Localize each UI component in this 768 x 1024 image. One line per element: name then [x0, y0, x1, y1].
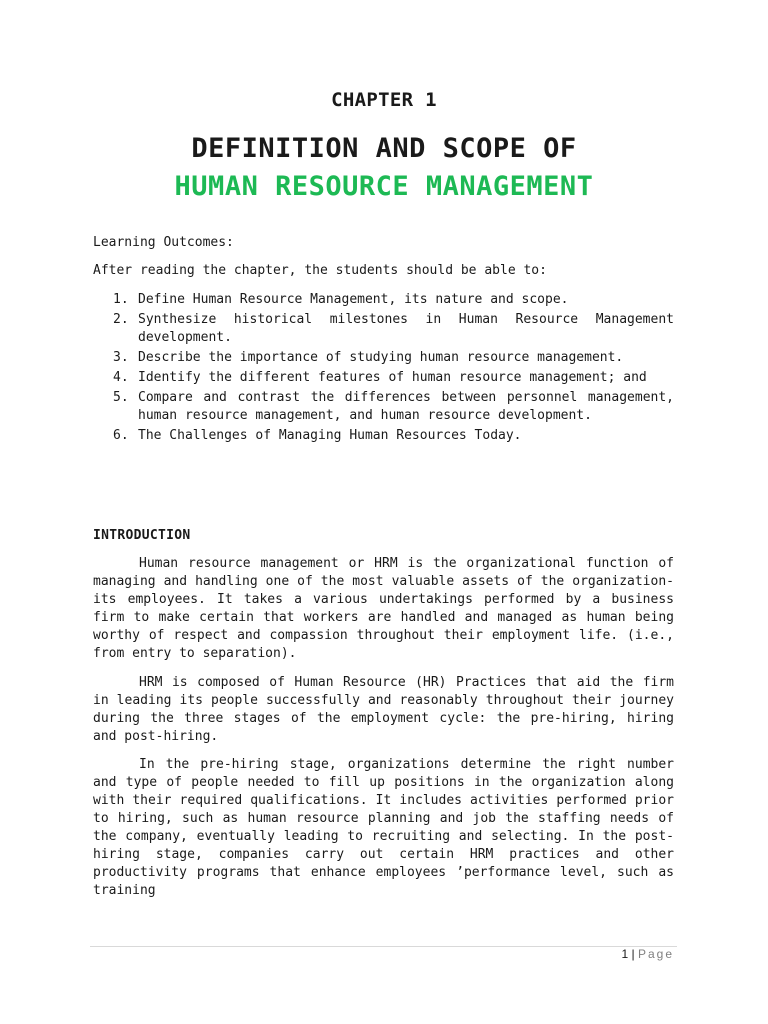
list-item-text: Synthesize historical milestones in Human Resource Management development. [138, 312, 674, 345]
list-item [93, 291, 674, 309]
list-item [93, 389, 674, 425]
list-item-number: 1. [113, 292, 129, 307]
learning-outcomes-list [93, 291, 674, 447]
page-footer [500, 947, 674, 961]
chapter-number: CHAPTER 1 [331, 89, 437, 111]
list-item-text: The Challenges of Managing Human Resources Today. [138, 428, 522, 443]
page-word: Page [637, 947, 674, 961]
list-item-text: Define Human Resource Management, its nature and scope. [138, 292, 569, 307]
list-item [93, 349, 674, 367]
learning-outcomes-intro: After reading the chapter, the students should be able to: [93, 263, 547, 278]
page-number: 1 [621, 947, 629, 961]
learning-outcomes-label: Learning Outcomes: [93, 235, 234, 250]
list-item-text: Describe the importance of studying human resource management. [138, 350, 624, 365]
list-item-number: 3. [113, 350, 129, 365]
chapter-title-line1: DEFINITION AND SCOPE OF [191, 133, 577, 164]
introduction-paragraph: In the pre-hiring stage, organizations determine the right number and type of people needed to fill up positions in the organization along with their required qualifications. It includes activities performed prior to hiring, such as human resource planning and job the staffing needs of the company, eventually leading to recruiting and selecting. In the post-hiring stage, companies carry out certain HRM practices and other productivity programs that enhance employees ’performance level, such as training [93, 757, 674, 898]
list-item-text: Identify the different features of human resource management; and [138, 370, 647, 385]
list-item-text: Compare and contrast the differences between personnel management, human resource management, and human resource development. [138, 390, 674, 423]
list-item-number: 2. [113, 312, 129, 327]
introduction-paragraph: HRM is composed of Human Resource (HR) Practices that aid the firm in leading its people successfully and reasonably throughout their journey during the three stages of the employment cycle: the pre-hiring, hiring and post-hiring. [93, 675, 674, 744]
footer-separator: | [631, 947, 635, 961]
chapter-title-line2: HUMAN RESOURCE MANAGEMENT [174, 171, 594, 202]
list-item-number: 6. [113, 428, 129, 443]
introduction-heading: INTRODUCTION [93, 528, 191, 543]
list-item-number: 5. [113, 390, 129, 405]
list-item [93, 369, 674, 387]
list-item [93, 311, 674, 347]
introduction-paragraph: Human resource management or HRM is the organizational function of managing and handling one of the most valuable assets of the organization- its employees. It takes a various undertakings performed by a business firm to make certain that workers are handled and managed as human being worthy of respect and compassion throughout their employment life. (i.e., from entry to separation). [93, 556, 674, 661]
list-item [93, 427, 674, 445]
list-item-number: 4. [113, 370, 129, 385]
